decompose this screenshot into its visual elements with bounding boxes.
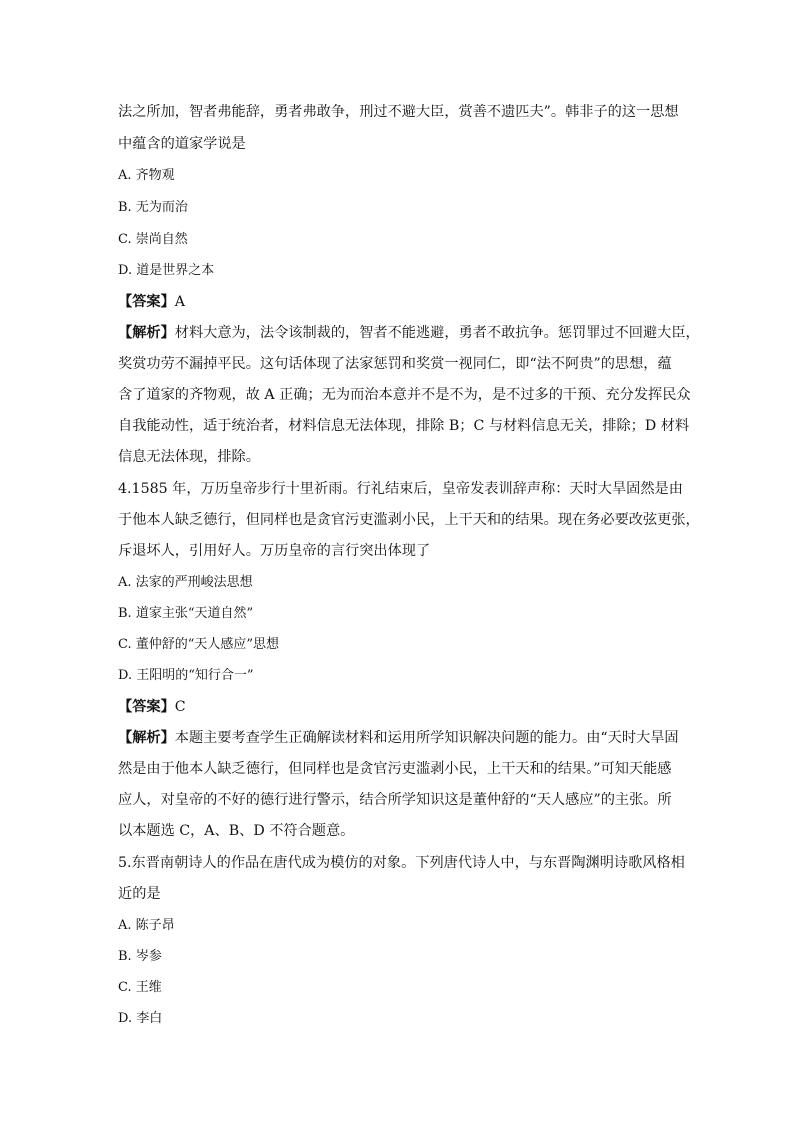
q3-answer-label: 【答案】	[118, 294, 175, 310]
q3-option-a: A. 齐物观	[118, 168, 175, 183]
q3-analysis-label: 【解析】	[118, 325, 175, 341]
q4-answer	[118, 697, 678, 717]
q3-answer-value: A	[174, 294, 186, 310]
q5-option-c: C. 王维	[118, 980, 162, 995]
q4-stem-line-1: 4.1585 年，万历皇帝步行十里祈雨。行礼结束后，皇帝发表训辞声称：天时大旱固然是由	[118, 481, 683, 497]
q4-analysis-line-1	[118, 728, 678, 748]
q4-option-c: C. 董仲舒的“天人感应”思想	[118, 637, 280, 652]
q5-option-a: A. 陈子昂	[118, 918, 175, 933]
q5-stem-line-2: 近的是	[118, 886, 161, 902]
q4-option-d: D. 王阳明的“知行合一”	[118, 668, 254, 683]
q4-analysis-label: 【解析】	[118, 730, 175, 746]
q5-option-b: B. 岑参	[118, 949, 162, 964]
q5-option-d: D. 李白	[118, 1011, 163, 1026]
q4-analysis-line-2: 然是由于他本人缺乏德行，但同样也是贪官污吏滥剥小民，上干天和的结果。”可知天能感	[118, 761, 672, 777]
q5-stem-line-1: 5.东晋南朝诗人的作品在唐代成为模仿的对象。下列唐代诗人中，与东晋陶渊明诗歌风格相	[118, 855, 685, 871]
q3-analysis-line-4: 自我能动性，适于统治者，材料信息无法体现，排除 B；C 与材料信息无关，排除；D 材料	[118, 418, 690, 434]
q4-option-b: B. 道家主张“天道自然”	[118, 606, 254, 621]
q4-stem-line-2: 于他本人缺乏德行，但同样也是贪官污吏滥剥小民，上干天和的结果。现在务必要改弦更张，	[118, 512, 700, 528]
q4-analysis-line-4: 以本题选 C，A、B、D 不符合题意。	[118, 823, 355, 839]
q4-analysis-text-1: 本题主要考查学生正确解读材料和运用所学知识解决问题的能力。由“天时大旱固	[174, 730, 679, 746]
q3-stem-line-1: 法之所加，智者弗能辞，勇者弗敢争，刑过不避大臣，赏善不遗匹夫”。韩非子的这一思想	[118, 104, 679, 120]
q3-answer	[118, 292, 678, 312]
q3-analysis-line-1	[118, 323, 700, 343]
q3-option-b: B. 无为而治	[118, 200, 188, 215]
q4-answer-value: C	[174, 699, 186, 715]
q4-analysis-line-3: 应人，对皇帝的不好的德行进行警示，结合所学知识这是董仲舒的“天人感应”的主张。所	[118, 792, 672, 808]
q4-answer-label: 【答案】	[118, 699, 175, 715]
q3-analysis-text-1: 材料大意为，法令该制裁的，智者不能逃避，勇者不敢抗争。惩罚罪过不回避大臣，	[174, 325, 700, 341]
q3-analysis-line-2: 奖赏功劳不漏掉平民。这句话体现了法家惩罚和奖赏一视同仁，即“法不阿贵”的思想，蕴	[118, 356, 672, 372]
q3-option-c: C. 崇尚自然	[118, 232, 188, 247]
q3-analysis-line-5: 信息无法体现，排除。	[118, 449, 260, 465]
q4-option-a: A. 法家的严刑峻法思想	[118, 575, 253, 590]
q3-option-d: D. 道是世界之本	[118, 263, 215, 278]
q3-analysis-line-3: 含了道家的齐物观，故 A 正确；无为而治本意并不是不为，是不过多的干预、充分发挥民众	[118, 387, 691, 403]
q4-stem-line-3: 斥退坏人，引用好人。万历皇帝的言行突出体现了	[118, 543, 431, 559]
q3-stem-line-2: 中蕴含的道家学说是	[118, 136, 246, 152]
